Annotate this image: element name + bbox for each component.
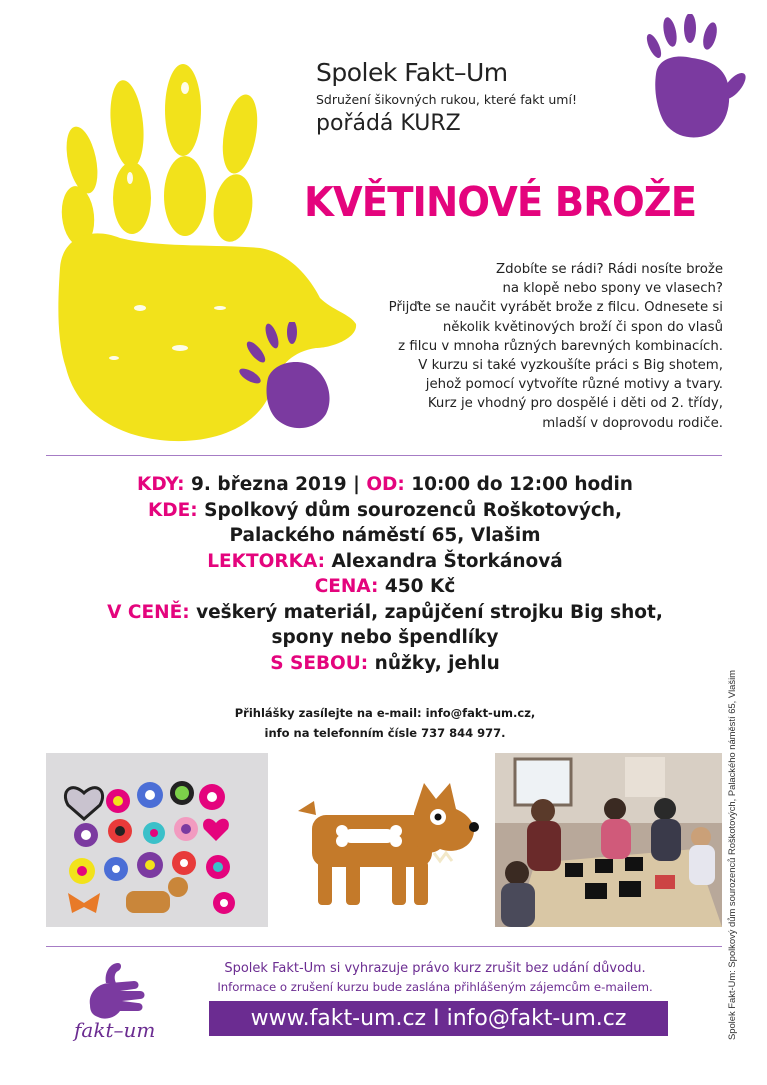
where-value: Spolkový dům sourozenců Roškotových, [204, 499, 623, 521]
divider-bottom [46, 946, 722, 947]
detail-price [40, 574, 730, 600]
vertical-address-note: Spolek Fakt-Um: Spolkový dům sourozenců Roškotových, Palackého náměstí 65, Vlašim [726, 670, 737, 1040]
bring-label: S SEBOU: [270, 652, 369, 674]
intro-line: V kurzu si také vyzkoušíte práci s Big shotem, [418, 358, 723, 374]
footer-links-bar[interactable]: www.fakt-um.cz I info@fakt-um.cz [209, 1001, 668, 1036]
felt-brooches-image [46, 753, 268, 927]
photo-workshop [495, 753, 722, 927]
organization-name: Spolek Fakt–Um [316, 58, 508, 87]
photo-felt-dog [274, 753, 488, 927]
intro-line: Kurz je vhodný pro dospělé i děti od 2. třídy, [427, 396, 723, 412]
bring-value: nůžky, jehlu [374, 652, 500, 674]
included-label: V CENĚ: [107, 601, 190, 623]
felt-dog-image [274, 753, 488, 927]
detail-included [40, 600, 730, 626]
footer-note-line1: Spolek Fakt-Um si vyhrazuje právo kurz zrušit bez udání důvodu. [224, 961, 646, 976]
footer-note-line2: Informace o zrušení kurzu bude zaslána přihlášeným zájemcům e-mailem. [217, 980, 653, 994]
where-address: Palackého náměstí 65, Vlašim [229, 525, 541, 546]
footer-note [200, 960, 670, 996]
course-intro [303, 260, 723, 433]
where-label: KDE: [147, 499, 198, 521]
intro-line: jehož pomocí vytvoříte různé motivy a tvary. [425, 377, 723, 393]
when-label: KDY: [137, 474, 185, 495]
organization-tagline: Sdružení šikovných rukou, které fakt umí! [316, 92, 577, 107]
registration-contact [40, 703, 730, 743]
intro-line: několik květinových broží či spon do vlasů [442, 319, 723, 335]
intro-line: Přijďte se naučit vyrábět brože z filcu. Odnesete si [388, 300, 723, 316]
included-value-more: spony nebo špendlíky [271, 627, 499, 648]
price-value: 450 Kč [384, 576, 456, 597]
intro-line: z filcu v mnoha různých barevných kombinacích. [398, 338, 723, 354]
course-details [40, 472, 730, 676]
from-label: OD: [366, 474, 405, 495]
photo-felt-brooches [46, 753, 268, 927]
intro-line: mladší v doprovodu rodiče. [542, 415, 723, 431]
detail-lecturer [40, 549, 730, 575]
divider-top [46, 455, 722, 456]
intro-line: na klopě nebo spony ve vlasech? [502, 281, 723, 297]
contact-phone-line: info na telefonním čísle 737 844 977. [264, 726, 506, 740]
detail-where [40, 498, 730, 524]
from-value: 10:00 do 12:00 hodin [411, 474, 633, 495]
lecturer-label: LEKTORKA: [207, 550, 325, 572]
detail-where-address [40, 523, 730, 549]
detail-bring [40, 651, 730, 677]
organization-action: pořádá KURZ [316, 111, 461, 136]
lecturer-value: Alexandra Štorkánová [331, 550, 563, 572]
course-title: KVĚTINOVÉ BROŽE [304, 178, 697, 226]
header [316, 58, 736, 137]
contact-email-line: Přihlášky zasílejte na e-mail: info@fakt-um.cz, [234, 706, 536, 720]
price-label: CENA: [314, 576, 379, 597]
detail-separator: | [353, 474, 360, 495]
workshop-image [495, 753, 722, 927]
when-value: 9. března 2019 [191, 474, 347, 495]
fakt-um-logo-text: fakt–um [74, 1018, 156, 1042]
included-value: veškerý materiál, zapůjčení strojku Big shot, [196, 601, 663, 623]
detail-when [40, 472, 730, 498]
intro-line: Zdobíte se rádi? Rádi nosíte brože [496, 262, 723, 277]
detail-included-more [40, 625, 730, 651]
